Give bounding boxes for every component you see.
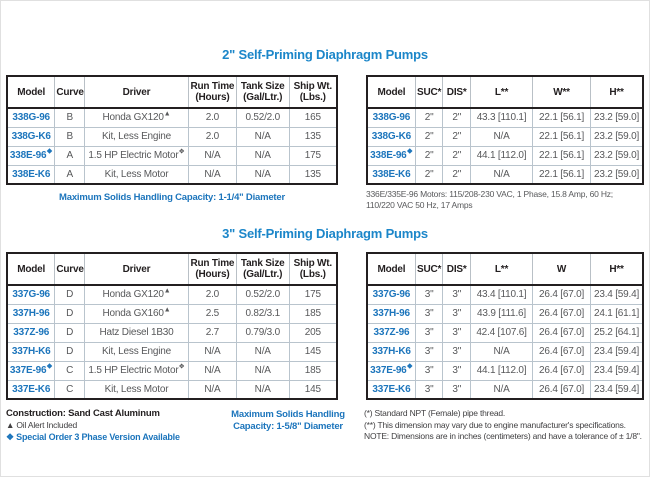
column-header: Curve: [55, 76, 85, 108]
data-cell: N/A: [470, 380, 532, 399]
data-cell: N/A: [470, 165, 532, 184]
data-cell: 2": [443, 146, 471, 165]
data-cell: 23.2 [59.0]: [591, 165, 643, 184]
data-cell: 2": [415, 165, 443, 184]
data-cell: 0.79/3.0: [236, 323, 289, 342]
model-cell: 337G-96: [7, 285, 55, 304]
model-cell: 337E-96❖: [367, 361, 415, 380]
table-row: [7, 285, 337, 304]
special-order-note: ❖ Special Order 3 Phase Version Available: [6, 431, 180, 442]
data-cell: 0.52/2.0: [236, 108, 289, 127]
data-cell: N/A: [236, 146, 289, 165]
data-cell: D: [55, 342, 85, 361]
data-cell: 185: [289, 361, 337, 380]
data-cell: 22.1 [56.1]: [533, 127, 591, 146]
data-cell: 23.4 [59.4]: [591, 380, 643, 399]
data-cell: 26.4 [67.0]: [533, 304, 591, 323]
data-cell: N/A: [188, 165, 236, 184]
data-cell: 3": [443, 304, 471, 323]
data-cell: 44.1 [112.0]: [470, 361, 532, 380]
dimensions-column-2in: [366, 75, 644, 211]
dimension-footnotes: [364, 408, 644, 443]
header-row: [7, 253, 337, 285]
construction-notes: [6, 408, 213, 443]
data-cell: B: [55, 108, 85, 127]
column-header: Tank Size (Gal/Ltr.): [236, 76, 289, 108]
footnote-npt: (*) Standard NPT (Female) pipe thread.: [364, 408, 506, 418]
column-header: Driver: [85, 76, 189, 108]
data-cell: N/A: [236, 165, 289, 184]
data-cell: 23.4 [59.4]: [591, 342, 643, 361]
data-cell: 43.9 [111.6]: [470, 304, 532, 323]
data-cell: 0.52/2.0: [236, 285, 289, 304]
construction-note: Construction: Sand Cast Aluminum: [6, 408, 160, 419]
data-cell: 23.2 [59.0]: [591, 127, 643, 146]
column-header: L**: [470, 253, 532, 285]
column-header: SUC*: [415, 76, 443, 108]
table-row: [7, 380, 337, 399]
data-cell: 175: [289, 285, 337, 304]
data-cell: 2.5: [188, 304, 236, 323]
column-header: H**: [591, 76, 643, 108]
oil-alert-note: ▲ Oil Alert Included: [6, 420, 78, 430]
data-cell: 42.4 [107.6]: [470, 323, 532, 342]
data-cell: A: [55, 146, 85, 165]
data-cell: N/A: [236, 380, 289, 399]
model-cell: 337Z-96: [367, 323, 415, 342]
data-cell: 3": [415, 380, 443, 399]
model-cell: 337E-96❖: [7, 361, 55, 380]
pump-spec-table-3in: [6, 252, 338, 400]
data-cell: 3": [415, 361, 443, 380]
data-cell: 2": [443, 108, 471, 127]
footnote-dimension-vary: (**) This dimension may vary due to engine manufacturer's specifications.: [364, 419, 626, 430]
column-header: Driver: [85, 253, 189, 285]
data-cell: Kit, Less Engine: [85, 127, 189, 146]
data-cell: 2.0: [188, 127, 236, 146]
table-row: [7, 304, 337, 323]
table-row: [367, 108, 643, 127]
data-cell: D: [55, 304, 85, 323]
table-row: [7, 361, 337, 380]
data-cell: 22.1 [56.1]: [533, 146, 591, 165]
data-cell: 145: [289, 380, 337, 399]
data-cell: 2": [443, 127, 471, 146]
header-row: [7, 76, 337, 108]
data-cell: 3": [443, 342, 471, 361]
model-cell: 338G-K6: [7, 127, 55, 146]
data-cell: 135: [289, 127, 337, 146]
data-cell: 1.5 HP Electric Motor❖: [85, 361, 189, 380]
data-cell: 3": [415, 323, 443, 342]
data-cell: 2.0: [188, 285, 236, 304]
column-header: DIS*: [443, 76, 471, 108]
table-row: [7, 108, 337, 127]
header-row: [367, 76, 643, 108]
table-row: [7, 165, 337, 184]
table-row: [367, 361, 643, 380]
model-cell: 337H-K6: [7, 342, 55, 361]
data-cell: N/A: [236, 361, 289, 380]
data-cell: 135: [289, 165, 337, 184]
data-cell: 22.1 [56.1]: [533, 108, 591, 127]
table-row: [367, 342, 643, 361]
data-cell: 2": [415, 108, 443, 127]
model-cell: 338G-96: [7, 108, 55, 127]
data-cell: 43.4 [110.1]: [470, 285, 532, 304]
column-header: Run Time (Hours): [188, 76, 236, 108]
table-row: [7, 323, 337, 342]
model-cell: 338G-K6: [367, 127, 415, 146]
model-cell: 338E-96❖: [367, 146, 415, 165]
column-header: Model: [7, 253, 55, 285]
max-solids-note-2in: Maximum Solids Handling Capacity: 1-1/4" Diameter: [59, 192, 285, 203]
column-header: L**: [470, 76, 532, 108]
model-cell: 337E-K6: [367, 380, 415, 399]
table-row: [367, 323, 643, 342]
data-cell: 3": [443, 361, 471, 380]
data-cell: N/A: [236, 127, 289, 146]
column-header: Model: [367, 253, 415, 285]
column-header: SUC*: [415, 253, 443, 285]
table-row: [7, 342, 337, 361]
model-cell: 337H-96: [7, 304, 55, 323]
data-cell: 3": [415, 304, 443, 323]
column-header: W: [533, 253, 591, 285]
data-cell: N/A: [188, 342, 236, 361]
column-header: Tank Size (Gal/Ltr.): [236, 253, 289, 285]
data-cell: 26.4 [67.0]: [533, 285, 591, 304]
data-cell: 3": [415, 342, 443, 361]
table-row: [367, 165, 643, 184]
data-cell: Honda GX120▲: [85, 285, 189, 304]
data-cell: 2": [443, 165, 471, 184]
data-cell: 175: [289, 146, 337, 165]
data-cell: 25.2 [64.1]: [591, 323, 643, 342]
data-cell: 3": [443, 380, 471, 399]
data-cell: D: [55, 323, 85, 342]
model-cell: 337Z-96: [7, 323, 55, 342]
data-cell: 3": [415, 285, 443, 304]
data-cell: B: [55, 127, 85, 146]
data-cell: 26.4 [67.0]: [533, 342, 591, 361]
data-cell: N/A: [188, 146, 236, 165]
data-cell: 3": [443, 323, 471, 342]
data-cell: 43.3 [110.1]: [470, 108, 532, 127]
column-header: Run Time (Hours): [188, 253, 236, 285]
data-cell: 26.4 [67.0]: [533, 380, 591, 399]
data-cell: 44.1 [112.0]: [470, 146, 532, 165]
data-cell: 2.7: [188, 323, 236, 342]
data-cell: 165: [289, 108, 337, 127]
header-row: [367, 253, 643, 285]
model-cell: 338E-K6: [367, 165, 415, 184]
data-cell: N/A: [470, 342, 532, 361]
column-header: W**: [533, 76, 591, 108]
data-cell: 185: [289, 304, 337, 323]
spec-column-2in: [6, 75, 338, 203]
pump-dimensions-table-2in: [366, 75, 644, 185]
column-header: Model: [7, 76, 55, 108]
spec-column-3in: [6, 252, 338, 400]
model-cell: 337E-K6: [7, 380, 55, 399]
data-cell: N/A: [470, 127, 532, 146]
column-header: H**: [591, 253, 643, 285]
data-cell: D: [55, 285, 85, 304]
data-cell: 1.5 HP Electric Motor❖: [85, 146, 189, 165]
column-header: Ship Wt. (Lbs.): [289, 253, 337, 285]
pump-spec-table-2in: [6, 75, 338, 185]
table-row: [367, 146, 643, 165]
data-cell: Hatz Diesel 1B30: [85, 323, 189, 342]
motors-note-2in: 336E/335E-96 Motors: 115/208-230 VAC, 1 Phase, 15.8 Amp, 60 Hz; 110/220 VAC 50 Hz, 17 Amps: [366, 189, 613, 210]
data-cell: 0.82/3.1: [236, 304, 289, 323]
data-cell: N/A: [188, 380, 236, 399]
tables-row-3in: [6, 252, 644, 400]
data-cell: Honda GX120▲: [85, 108, 189, 127]
tables-row-2in: [6, 75, 644, 211]
dimensions-column-3in: [366, 252, 644, 400]
data-cell: Kit, Less Engine: [85, 342, 189, 361]
footnote-tolerance: NOTE: Dimensions are in inches (centimeters) and have a tolerance of ± 1/8".: [364, 431, 642, 441]
model-cell: 338E-K6: [7, 165, 55, 184]
table-row: [7, 127, 337, 146]
column-header: Model: [367, 76, 415, 108]
table-row: [367, 285, 643, 304]
column-header: Curve: [55, 253, 85, 285]
data-cell: 23.4 [59.4]: [591, 285, 643, 304]
data-cell: 2": [415, 127, 443, 146]
data-cell: 24.1 [61.1]: [591, 304, 643, 323]
data-cell: Kit, Less Motor: [85, 380, 189, 399]
footer-notes: [6, 408, 644, 443]
table-row: [367, 304, 643, 323]
table-row: [367, 127, 643, 146]
data-cell: N/A: [236, 342, 289, 361]
data-cell: 26.4 [67.0]: [533, 323, 591, 342]
model-cell: 338G-96: [367, 108, 415, 127]
model-cell: 337G-96: [367, 285, 415, 304]
data-cell: 205: [289, 323, 337, 342]
model-cell: 338E-96❖: [7, 146, 55, 165]
section-title-3in: 3" Self-Priming Diaphragm Pumps: [222, 226, 428, 241]
data-cell: 23.2 [59.0]: [591, 146, 643, 165]
data-cell: 23.4 [59.4]: [591, 361, 643, 380]
model-cell: 337H-K6: [367, 342, 415, 361]
data-cell: 2": [415, 146, 443, 165]
model-cell: 337H-96: [367, 304, 415, 323]
column-header: Ship Wt. (Lbs.): [289, 76, 337, 108]
data-cell: 145: [289, 342, 337, 361]
table-row: [7, 146, 337, 165]
data-cell: 2.0: [188, 108, 236, 127]
data-cell: Kit, Less Motor: [85, 165, 189, 184]
max-solids-note-3in: Maximum Solids Handling Capacity: 1-5/8" Diameter: [231, 409, 345, 432]
data-cell: 23.2 [59.0]: [591, 108, 643, 127]
data-cell: Honda GX160▲: [85, 304, 189, 323]
table-row: [367, 380, 643, 399]
data-cell: A: [55, 165, 85, 184]
data-cell: 3": [443, 285, 471, 304]
column-header: DIS*: [443, 253, 471, 285]
section-title-2in: 2" Self-Priming Diaphragm Pumps: [222, 47, 428, 62]
data-cell: N/A: [188, 361, 236, 380]
data-cell: C: [55, 380, 85, 399]
pump-dimensions-table-3in: [366, 252, 644, 400]
data-cell: 26.4 [67.0]: [533, 361, 591, 380]
data-cell: 22.1 [56.1]: [533, 165, 591, 184]
data-cell: C: [55, 361, 85, 380]
